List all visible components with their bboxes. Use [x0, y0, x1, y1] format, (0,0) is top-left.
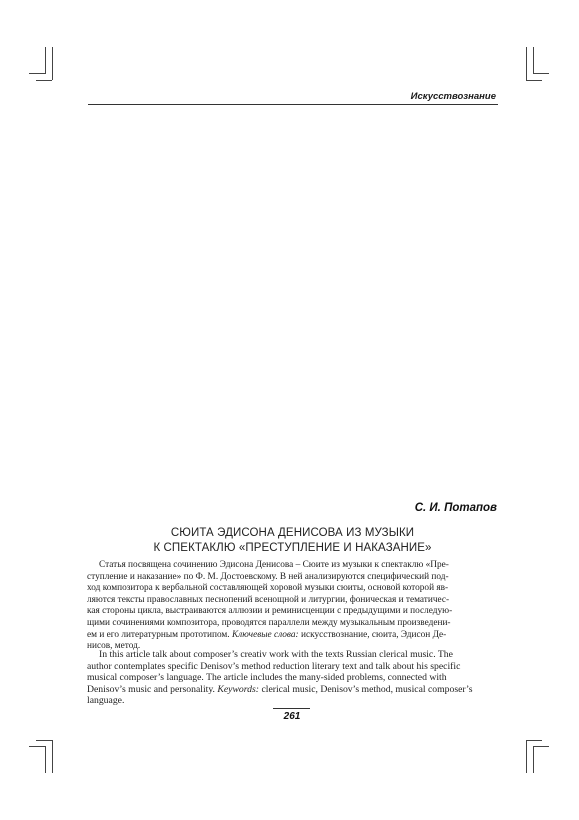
abstract-line: author contemplates specific Denisov’s method reduction literary text and talk about his specific	[87, 660, 461, 672]
crop-mark	[533, 47, 534, 74]
crop-mark	[533, 746, 549, 747]
page-number: 261	[283, 711, 301, 722]
crop-mark	[526, 47, 527, 80]
crop-mark	[29, 746, 45, 747]
abstract-line: Статья посвящена сочинению Эдисона Денисова – Сюите из музыки к спектаклю «Пре-	[99, 560, 449, 570]
keywords-label: Keywords:	[217, 683, 260, 695]
abstract-english	[87, 649, 497, 707]
keywords-text: искусствознание, сюита, Эдисон Де-	[300, 629, 447, 640]
header-rule	[88, 104, 498, 105]
abstract-line: щими сочинениями композитора, проводятся параллели между музыкальным произведени-	[87, 617, 451, 628]
abstract-line: ход композитора к вербальной составляющей хоровой музыки сюиты, основой которой яв-	[87, 583, 449, 594]
abstract-line: musical composer’s language. The article includes the many-sided problems, connected with	[87, 672, 447, 684]
crop-mark	[29, 73, 45, 74]
abstract-line	[87, 630, 497, 642]
crop-mark	[533, 746, 534, 773]
abstract-line: language.	[87, 695, 125, 707]
abstract-line: ляются тексты православных песнопений всенощной и литургии, фоническая и тематичес-	[87, 594, 450, 605]
crop-mark	[52, 740, 53, 773]
abstract-text: Denisov’s music and personality.	[87, 683, 215, 695]
crop-mark	[45, 47, 46, 74]
crop-mark	[52, 47, 53, 80]
crop-mark	[526, 80, 542, 81]
title-line: СЮИТА ЭДИСОНА ДЕНИСОВА ИЗ МУЗЫКИ	[170, 527, 415, 539]
abstract-text: ем и его литературным прототипом.	[87, 629, 230, 640]
footer-rule	[273, 708, 310, 709]
abstract-line: нисов, метод.	[87, 641, 141, 652]
abstract-line: ступление и наказание» по Ф. М. Достоевскому. В ней анализируются специфический под-	[87, 571, 449, 582]
keywords-label: Ключевые слова:	[231, 629, 299, 640]
abstract-russian	[87, 560, 497, 653]
author-name: С. И. Потапов	[414, 502, 497, 514]
crop-mark	[526, 740, 527, 773]
keywords-text: clerical music, Denisov’s method, musical composer’s	[261, 683, 473, 695]
crop-mark	[526, 740, 542, 741]
crop-mark	[533, 73, 549, 74]
article-title	[88, 526, 497, 556]
running-head: Искусствознание	[410, 91, 496, 102]
crop-mark	[36, 740, 52, 741]
crop-mark	[36, 80, 52, 81]
abstract-line: кая стороны цикла, выстраиваются аллюзии и реминисценции с предыдущими и последую-	[87, 606, 453, 617]
crop-mark	[45, 746, 46, 773]
title-line: К СПЕКТАКЛЮ «ПРЕСТУПЛЕНИЕ И НАКАЗАНИЕ»	[153, 542, 432, 554]
abstract-line: In this article talk about composer’s creativ work with the texts Russian clerical music. The	[99, 649, 453, 660]
abstract-line	[87, 684, 497, 696]
